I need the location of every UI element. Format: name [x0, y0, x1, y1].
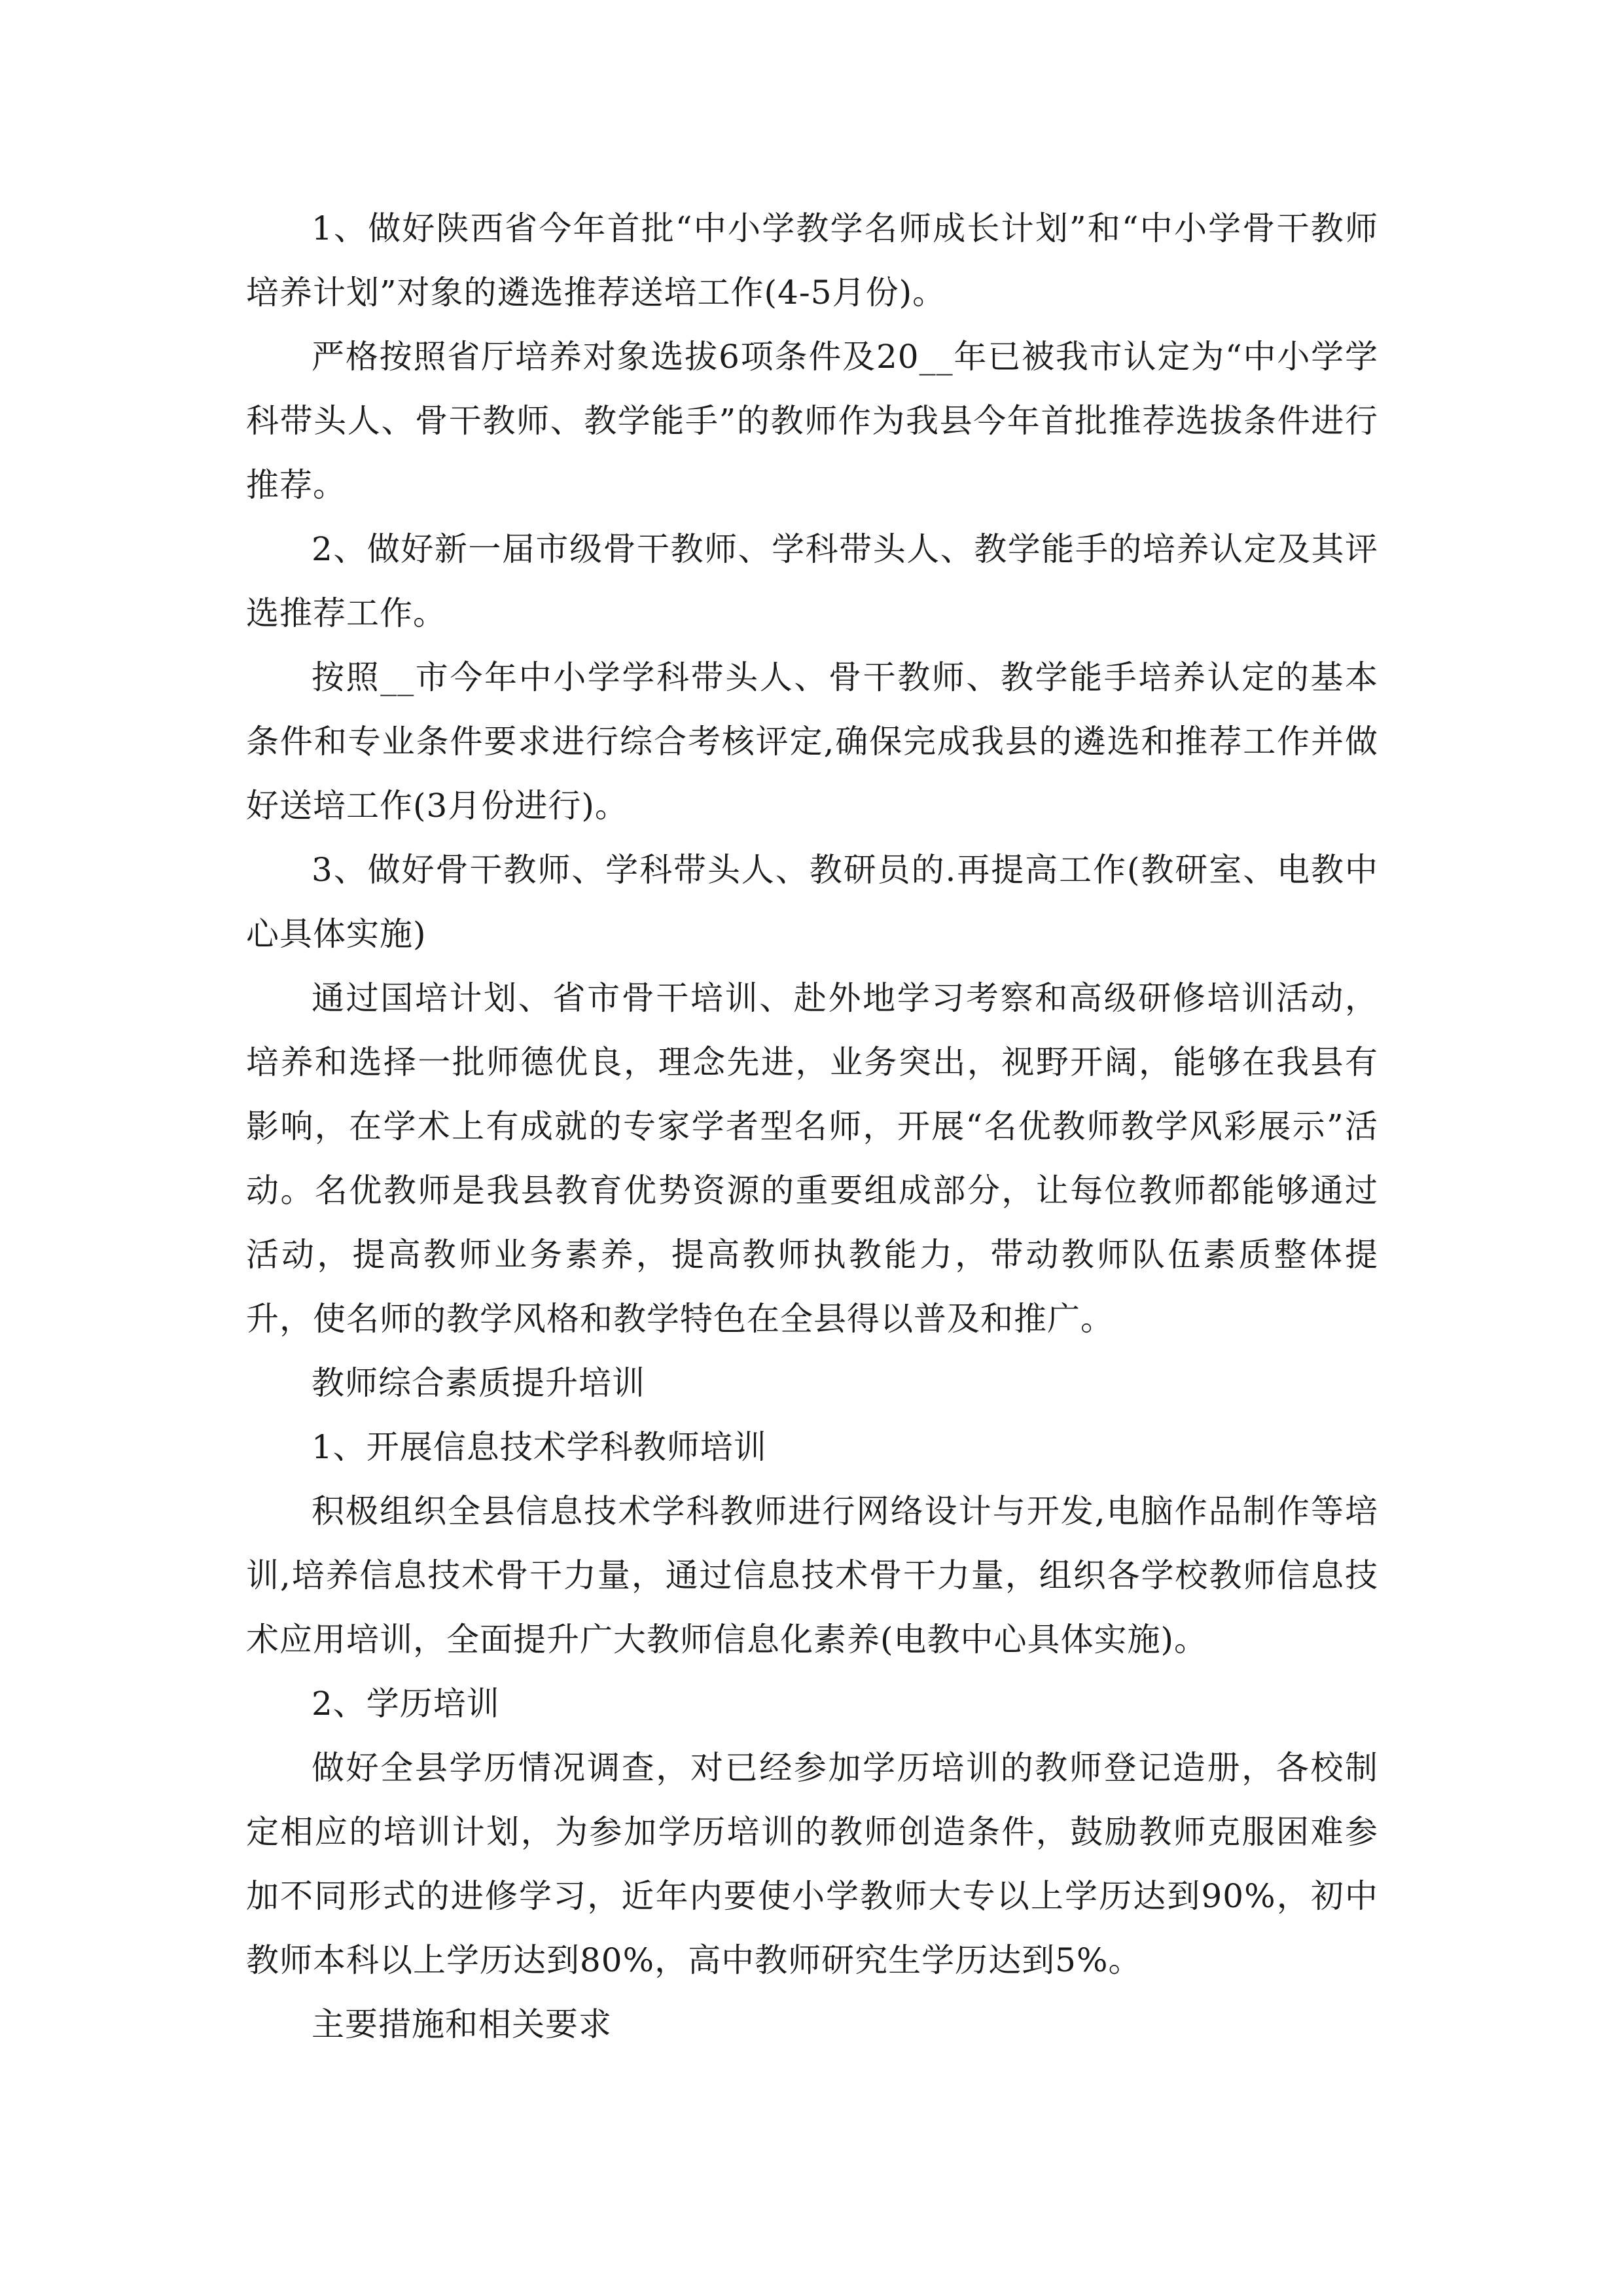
paragraph-degree-training-heading: 2、学历培训	[312, 1685, 500, 1723]
paragraph-item-2-heading: 2、做好新一届市级骨干教师、学科带头人、教学能手的培养认定及其评选推荐工作。	[246, 530, 1378, 632]
paragraph-it-training-heading: 1、开展信息技术学科教师培训	[312, 1428, 767, 1466]
paragraph-item-1-heading: 1、做好陕西省今年首批“中小学教学名师成长计划”和“中小学骨干教师培养计划”对象的遴选推荐送培工作(4-5月份)。	[246, 209, 1378, 312]
paragraph-item-2-body: 按照__市今年中小学学科带头人、骨干教师、教学能手培养认定的基本条件和专业条件要求进行综合考核评定,确保完成我县的遴选和推荐工作并做好送培工作(3月份进行)。	[246, 658, 1378, 825]
paragraph-item-1-body: 严格按照省厅培养对象选拔6项条件及20__年已被我市认定为“中小学学科带头人、骨干教师、教学能手”的教师作为我县今年首批推荐选拔条件进行推荐。	[246, 338, 1378, 504]
paragraph-item-3-body: 通过国培计划、省市骨干培训、赴外地学习考察和高级研修培训活动，培养和选择一批师德优良，理念先进，业务突出，视野开阔，能够在我县有影响，在学术上有成就的专家学者型名师，开展“名优教师教学风彩展示”活动。名优教师是我县教育优势资源的重要组成部分，让每位教师都能够通过活动，提高教师业务素养，提高教师执教能力，带动教师队伍素质整体提升，使名师的教学风格和教学特色在全县得以普及和推广。	[246, 979, 1378, 1338]
section-heading-measures: 主要措施和相关要求	[312, 2005, 612, 2043]
paragraph-degree-training-body: 做好全县学历情况调查，对已经参加学历培训的教师登记造册，各校制定相应的培训计划，为参加学历培训的教师创造条件，鼓励教师克服困难参加不同形式的进修学习，近年内要使小学教师大专以上学历达到90%，初中教师本科以上学历达到80%，高中教师研究生学历达到5%。	[246, 1749, 1378, 1979]
document-body	[246, 196, 1378, 2056]
paragraph-it-training-body: 积极组织全县信息技术学科教师进行网络设计与开发,电脑作品制作等培训,培养信息技术骨干力量，通过信息技术骨干力量，组织各学校教师信息技术应用培训，全面提升广大教师信息化素养(电教中心具体实施)。	[246, 1492, 1378, 1659]
paragraph-item-3-heading: 3、做好骨干教师、学科带头人、教研员的.再提高工作(教研室、电教中心具体实施)	[246, 851, 1378, 953]
section-heading-training: 教师综合素质提升培训	[312, 1364, 645, 1402]
